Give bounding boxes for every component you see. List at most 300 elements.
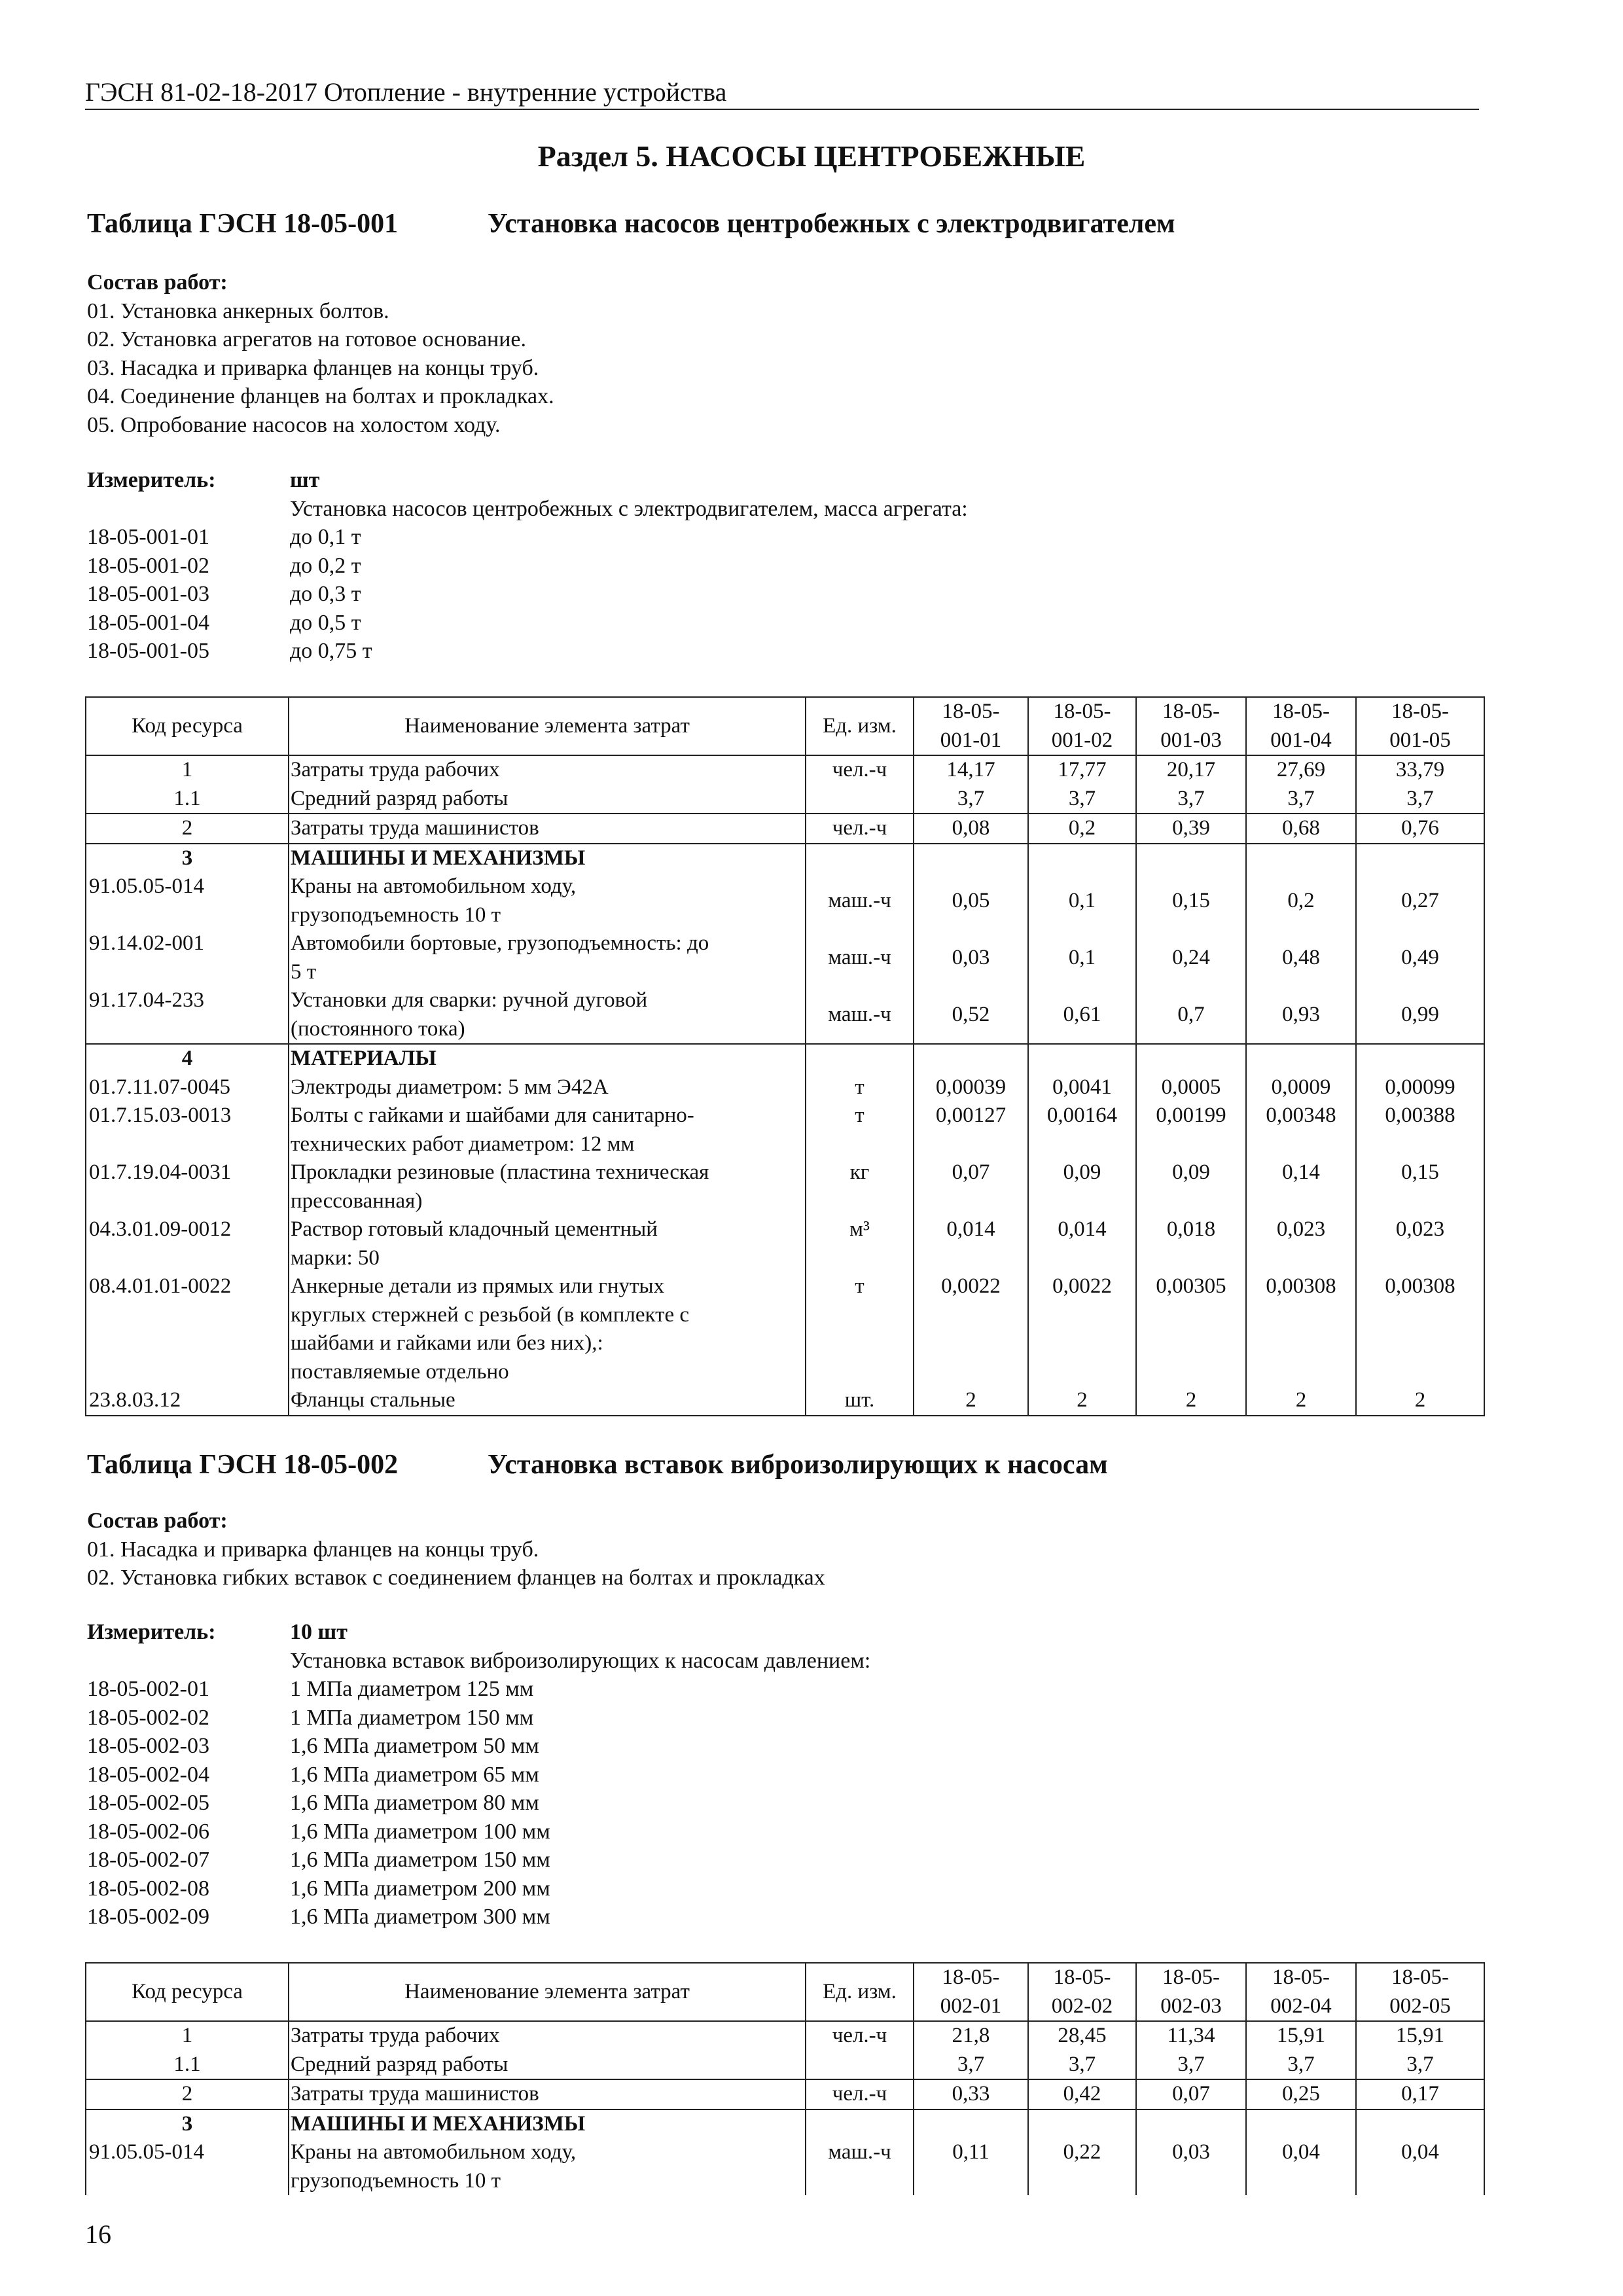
- norm-desc: до 0,5 т: [290, 610, 361, 635]
- norm-code: 18-05-002-04: [87, 1762, 209, 1787]
- resource-name-line: Краны на автомобильном ходу,: [291, 2140, 577, 2164]
- norm-desc: 1,6 МПа диаметром 100 мм: [290, 1819, 550, 1844]
- table1-code: Таблица ГЭСН 18-05-001: [87, 209, 399, 239]
- header-unit: Ед. изм.: [806, 1963, 914, 2021]
- header-norm-line: 18-05-: [1272, 1965, 1330, 1989]
- resource-name: [289, 2109, 806, 2139]
- resource-name-line: Фланцы стальные: [291, 1388, 455, 1412]
- norm-value: 0,61: [1028, 986, 1136, 1044]
- norm-value: 3,7: [1356, 785, 1484, 814]
- resource-name-line: прессованная): [291, 1189, 423, 1213]
- header-norm-line: 001-05: [1389, 728, 1451, 752]
- resource-name-line: Автомобили бортовые, грузоподъемность: до: [291, 931, 709, 955]
- norm-value: 3,7: [1028, 785, 1136, 814]
- norm-row: [87, 1732, 870, 1761]
- resource-code: 4: [86, 1044, 289, 1073]
- norm-code: 18-05-002-05: [87, 1791, 209, 1815]
- table2-name: Установка вставок виброизолирующих к насосам: [488, 1450, 1108, 1480]
- resource-code: 91.17.04-233: [86, 986, 289, 1044]
- resource-name-line: Установки для сварки: ручной дуговой: [291, 988, 648, 1012]
- running-head: ГЭСН 81-02-18-2017 Отопление - внутренние устройства: [85, 77, 1479, 110]
- norm-value: [1356, 844, 1484, 873]
- table-row: [86, 1044, 1484, 1073]
- norm-row: [87, 1675, 870, 1704]
- norm-desc: до 0,1 т: [290, 525, 361, 549]
- resource-name-line: Раствор готовый кладочный цементный: [291, 1217, 658, 1241]
- resource-unit: шт.: [806, 1386, 914, 1416]
- header-norm-line: 002-04: [1270, 1994, 1332, 2018]
- resource-code: 08.4.01.01-0022: [86, 1272, 289, 1386]
- norm-value: 0,1: [1028, 929, 1136, 986]
- resource-unit: чел.-ч: [806, 2079, 914, 2109]
- norm-desc: 1,6 МПа диаметром 200 мм: [290, 1876, 550, 1901]
- norm-value: [1136, 2109, 1246, 2139]
- norm-value: 0,0009: [1246, 1073, 1356, 1102]
- norm-value: 0,05: [914, 872, 1028, 929]
- resource-name-line: МАТЕРИАЛЫ: [291, 1047, 437, 1070]
- norm-code: 18-05-002-03: [87, 1734, 209, 1758]
- norm-value: 3,7: [1356, 2051, 1484, 2080]
- resource-unit: т: [806, 1102, 914, 1158]
- norm-desc: 1,6 МПа диаметром 80 мм: [290, 1791, 539, 1815]
- header-norm-line: 001-04: [1270, 728, 1332, 752]
- norm-value: 0,07: [1136, 2079, 1246, 2109]
- header-norm-line: 18-05-: [1053, 700, 1111, 723]
- resource-name-line: 5 т: [291, 960, 317, 984]
- table-row: [86, 929, 1484, 986]
- header-norm-line: 18-05-: [1391, 1965, 1449, 1989]
- table-row: [86, 1158, 1484, 1215]
- norm-value: 2: [1356, 1386, 1484, 1416]
- norm-code: 18-05-001-03: [87, 582, 209, 606]
- resource-name-line: круглых стержней с резьбой (в комплекте с: [291, 1302, 690, 1327]
- norm-value: 0,00099: [1356, 1073, 1484, 1102]
- resource-unit: маш.-ч: [806, 2138, 914, 2195]
- norm-code: 18-05-002-02: [87, 1705, 209, 1730]
- resource-unit: маш.-ч: [806, 872, 914, 929]
- resource-name: [289, 1073, 806, 1102]
- norm-row: [87, 523, 968, 552]
- resource-name-line: Средний разряд работы: [291, 2052, 508, 2076]
- norm-row: [87, 1874, 870, 1903]
- header-name: Наименование элемента затрат: [289, 1963, 806, 2021]
- norm-value: 3,7: [1246, 785, 1356, 814]
- work-item: 02. Установка гибких вставок с соединением фланцев на болтах и прокладках: [87, 1566, 825, 1590]
- resource-name-line: поставляемые отдельно: [291, 1359, 509, 1384]
- norm-desc: 1 МПа диаметром 150 мм: [290, 1705, 534, 1730]
- norm-value: 0,15: [1356, 1158, 1484, 1215]
- norm-value: 0,08: [914, 814, 1028, 844]
- norm-desc: 1,6 МПа диаметром 150 мм: [290, 1848, 550, 1872]
- norm-row: [87, 1818, 870, 1846]
- norm-value: 0,023: [1246, 1215, 1356, 1272]
- norm-value: 0,04: [1246, 2138, 1356, 2195]
- norm-value: 27,69: [1246, 755, 1356, 785]
- norm-value: [1246, 2109, 1356, 2139]
- norm-value: 0,00308: [1356, 1272, 1484, 1386]
- norm-value: 2: [1246, 1386, 1356, 1416]
- resource-name: [289, 872, 806, 929]
- norm-value: 0,1: [1028, 872, 1136, 929]
- norm-value: 0,76: [1356, 814, 1484, 844]
- resource-name-line: Затраты труда машинистов: [291, 2082, 539, 2106]
- header-norm-column: [1246, 1963, 1356, 2021]
- norm-value: 0,0022: [914, 1272, 1028, 1386]
- resource-name: [289, 929, 806, 986]
- table1-resources: [85, 696, 1485, 1416]
- resource-name-line: грузоподъемность 10 т: [291, 903, 501, 927]
- norm-value: 0,24: [1136, 929, 1246, 986]
- norm-value: [914, 2109, 1028, 2139]
- table-row: [86, 844, 1484, 873]
- header-norm-column: [1246, 697, 1356, 755]
- norm-value: 0,33: [914, 2079, 1028, 2109]
- resource-name-line: Затраты труда рабочих: [291, 2024, 500, 2047]
- table2-code: Таблица ГЭСН 18-05-002: [87, 1450, 399, 1480]
- resource-name-line: Электроды диаметром: 5 мм Э42А: [291, 1075, 609, 1099]
- norm-row: [87, 637, 968, 666]
- norm-value: 3,7: [914, 785, 1028, 814]
- norm-value: 0,2: [1028, 814, 1136, 844]
- table-row: [86, 2021, 1484, 2051]
- norm-value: 20,17: [1136, 755, 1246, 785]
- norm-value: 0,25: [1246, 2079, 1356, 2109]
- norm-desc: до 0,75 т: [290, 639, 372, 663]
- norm-code: 18-05-002-01: [87, 1677, 209, 1701]
- norm-value: 0,04: [1356, 2138, 1484, 2195]
- norm-code: 18-05-002-06: [87, 1819, 209, 1844]
- resource-code: 23.8.03.12: [86, 1386, 289, 1416]
- measure-label: Измеритель:: [87, 468, 216, 492]
- header-norm-column: [1356, 1963, 1484, 2021]
- norm-desc: 1,6 МПа диаметром 300 мм: [290, 1905, 550, 1929]
- norm-value: 0,49: [1356, 929, 1484, 986]
- norm-code: 18-05-001-04: [87, 610, 209, 635]
- measure-desc: Установка вставок виброизолирующих к насосам давлением:: [290, 1648, 871, 1673]
- norm-value: [1028, 1044, 1136, 1073]
- measure-unit: 10 шт: [290, 1620, 348, 1644]
- resource-name-line: (постоянного тока): [291, 1016, 465, 1041]
- table-row: [86, 2079, 1484, 2109]
- header-norm-line: 18-05-: [942, 700, 1000, 723]
- norm-value: 0,00348: [1246, 1102, 1356, 1158]
- resource-name: [289, 785, 806, 814]
- resource-code: 1.1: [86, 785, 289, 814]
- norm-value: 0,00308: [1246, 1272, 1356, 1386]
- norm-value: 15,91: [1246, 2021, 1356, 2051]
- resource-name: [289, 2138, 806, 2195]
- resource-name-line: технических работ диаметром: 12 мм: [291, 1132, 635, 1156]
- measure-unit: шт: [290, 468, 320, 492]
- norm-value: 17,77: [1028, 755, 1136, 785]
- norm-row: [87, 609, 968, 637]
- norm-code: 18-05-002-09: [87, 1905, 209, 1929]
- resource-name-line: Краны на автомобильном ходу,: [291, 874, 577, 898]
- norm-value: 21,8: [914, 2021, 1028, 2051]
- resource-name-line: Анкерные детали из прямых или гнутых: [291, 1274, 665, 1298]
- header-norm-column: [914, 697, 1028, 755]
- resource-name-line: Болты с гайками и шайбами для санитарно-: [291, 1103, 694, 1127]
- norm-desc: 1,6 МПа диаметром 65 мм: [290, 1762, 539, 1787]
- work-item: 03. Насадка и приварка фланцев на концы труб.: [87, 355, 539, 380]
- resource-name-line: марки: 50: [291, 1246, 380, 1270]
- table-row: [86, 1073, 1484, 1102]
- resource-code: 01.7.15.03-0013: [86, 1102, 289, 1158]
- header-norm-column: [1136, 697, 1246, 755]
- header-norm-line: 18-05-: [1272, 700, 1330, 723]
- norm-value: 0,7: [1136, 986, 1246, 1044]
- resource-name-line: МАШИНЫ И МЕХАНИЗМЫ: [291, 846, 586, 870]
- norm-value: 3,7: [914, 2051, 1028, 2080]
- norm-value: 2: [1136, 1386, 1246, 1416]
- header-norm-line: 18-05-: [1162, 1965, 1220, 1989]
- norm-code: 18-05-001-02: [87, 553, 209, 578]
- norm-value: 0,0022: [1028, 1272, 1136, 1386]
- norm-value: 0,22: [1028, 2138, 1136, 2195]
- norm-value: 0,99: [1356, 986, 1484, 1044]
- resource-code: 1: [86, 755, 289, 785]
- resource-unit: [806, 2109, 914, 2139]
- header-code: Код ресурса: [86, 1963, 289, 2021]
- norm-value: 3,7: [1028, 2051, 1136, 2080]
- table-row: [86, 785, 1484, 814]
- header-norm-line: 001-02: [1051, 728, 1113, 752]
- header-code: Код ресурса: [86, 697, 289, 755]
- resource-name-line: грузоподъемность 10 т: [291, 2168, 501, 2193]
- resource-unit: маш.-ч: [806, 986, 914, 1044]
- measure-label: Измеритель:: [87, 1620, 216, 1644]
- table-row: [86, 1215, 1484, 1272]
- resource-name: [289, 1272, 806, 1386]
- norm-value: 11,34: [1136, 2021, 1246, 2051]
- norm-value: 14,17: [914, 755, 1028, 785]
- resource-name: [289, 1386, 806, 1416]
- header-norm-line: 002-02: [1051, 1994, 1113, 2018]
- norm-value: 28,45: [1028, 2021, 1136, 2051]
- resource-name-line: МАШИНЫ И МЕХАНИЗМЫ: [291, 2111, 586, 2136]
- header-norm-line: 002-01: [940, 1994, 1002, 2018]
- norm-value: 0,018: [1136, 1215, 1246, 1272]
- header-unit: Ед. изм.: [806, 697, 914, 755]
- table-row: [86, 2051, 1484, 2080]
- header-norm-column: [1028, 1963, 1136, 2021]
- norm-desc: до 0,2 т: [290, 553, 361, 578]
- header-norm-line: 001-01: [940, 728, 1002, 752]
- work-header: Состав работ:: [87, 270, 228, 295]
- resource-code: 1: [86, 2021, 289, 2051]
- norm-value: 0,93: [1246, 986, 1356, 1044]
- norm-value: 3,7: [1136, 785, 1246, 814]
- resource-code: 01.7.19.04-0031: [86, 1158, 289, 1215]
- norm-value: 2: [914, 1386, 1028, 1416]
- resource-unit: т: [806, 1073, 914, 1102]
- norm-value: 0,68: [1246, 814, 1356, 844]
- resource-name: [289, 986, 806, 1044]
- norm-value: 0,03: [914, 929, 1028, 986]
- resource-unit: кг: [806, 1158, 914, 1215]
- table1-title: [87, 208, 1175, 240]
- resource-unit: маш.-ч: [806, 929, 914, 986]
- work-item: 01. Насадка и приварка фланцев на концы труб.: [87, 1537, 539, 1562]
- work-header: Состав работ:: [87, 1509, 228, 1533]
- resource-code: 01.7.11.07-0045: [86, 1073, 289, 1102]
- header-norm-line: 18-05-: [1391, 700, 1449, 723]
- work-item: 02. Установка агрегатов на готовое основание.: [87, 327, 527, 351]
- resource-name: [289, 2021, 806, 2051]
- resource-unit: чел.-ч: [806, 814, 914, 844]
- table1-name: Установка насосов центробежных с электродвигателем: [488, 209, 1175, 239]
- resource-name-line: Средний разряд работы: [291, 786, 508, 810]
- resource-name: [289, 2051, 806, 2080]
- resource-unit: [806, 2051, 914, 2080]
- resource-name: [289, 1158, 806, 1215]
- table-row: [86, 2109, 1484, 2139]
- norm-row: [87, 580, 968, 609]
- header-norm-line: 002-03: [1160, 1994, 1222, 2018]
- table-row: [86, 1386, 1484, 1416]
- norm-value: 0,014: [1028, 1215, 1136, 1272]
- norm-value: 0,07: [914, 1158, 1028, 1215]
- norm-value: 0,48: [1246, 929, 1356, 986]
- table2-measure: [87, 1618, 870, 1931]
- header-norm-line: 001-03: [1160, 728, 1222, 752]
- norm-value: 0,27: [1356, 872, 1484, 929]
- table-row: [86, 814, 1484, 844]
- header-norm-column: [1028, 697, 1136, 755]
- norm-value: 0,014: [914, 1215, 1028, 1272]
- norm-desc: до 0,3 т: [290, 582, 361, 606]
- resource-name: [289, 1215, 806, 1272]
- norm-value: 0,52: [914, 986, 1028, 1044]
- norm-value: 15,91: [1356, 2021, 1484, 2051]
- table-row: [86, 986, 1484, 1044]
- norm-value: 0,17: [1356, 2079, 1484, 2109]
- norm-value: 3,7: [1246, 2051, 1356, 2080]
- norm-value: [914, 844, 1028, 873]
- resource-name: [289, 844, 806, 873]
- resource-name: [289, 814, 806, 844]
- norm-desc: 1 МПа диаметром 125 мм: [290, 1677, 534, 1701]
- resource-code: 3: [86, 844, 289, 873]
- resource-name-line: Затраты труда машинистов: [291, 816, 539, 840]
- table1-measure: [87, 466, 968, 666]
- resource-name-line: Затраты труда рабочих: [291, 758, 500, 781]
- table-row: [86, 755, 1484, 785]
- work-item: 05. Опробование насосов на холостом ходу.: [87, 412, 501, 437]
- resource-unit: чел.-ч: [806, 755, 914, 785]
- page-number: 16: [85, 2219, 111, 2249]
- resource-unit: [806, 1044, 914, 1073]
- norm-value: [1246, 844, 1356, 873]
- norm-code: 18-05-001-01: [87, 525, 209, 549]
- table2-resources: [85, 1962, 1485, 2195]
- resource-code: 91.14.02-001: [86, 929, 289, 986]
- resource-code: 04.3.01.09-0012: [86, 1215, 289, 1272]
- norm-value: 33,79: [1356, 755, 1484, 785]
- resource-unit: м³: [806, 1215, 914, 1272]
- resource-unit: т: [806, 1272, 914, 1386]
- norm-value: 0,09: [1136, 1158, 1246, 1215]
- norm-value: [1136, 1044, 1246, 1073]
- norm-value: 0,00164: [1028, 1102, 1136, 1158]
- header-norm-column: [1136, 1963, 1246, 2021]
- norm-value: [1356, 1044, 1484, 1073]
- norm-value: 0,42: [1028, 2079, 1136, 2109]
- table-row: [86, 1102, 1484, 1158]
- norm-value: 0,00199: [1136, 1102, 1246, 1158]
- resource-name: [289, 1044, 806, 1073]
- header-norm-column: [914, 1963, 1028, 2021]
- header-norm-column: [1356, 697, 1484, 755]
- norm-value: 0,00039: [914, 1073, 1028, 1102]
- norm-row: [87, 1789, 870, 1818]
- norm-value: [1136, 844, 1246, 873]
- norm-value: 0,00305: [1136, 1272, 1246, 1386]
- norm-value: 0,11: [914, 2138, 1028, 2195]
- header-norm-line: 18-05-: [1053, 1965, 1111, 1989]
- header-norm-line: 002-05: [1389, 1994, 1451, 2018]
- section-title: Раздел 5. НАСОСЫ ЦЕНТРОБЕЖНЫЕ: [537, 139, 1086, 173]
- norm-value: [914, 1044, 1028, 1073]
- norm-row: [87, 1761, 870, 1789]
- resource-name-line: шайбами и гайками или без них),:: [291, 1331, 603, 1355]
- norm-value: 0,03: [1136, 2138, 1246, 2195]
- norm-row: [87, 552, 968, 581]
- norm-desc: 1,6 МПа диаметром 50 мм: [290, 1734, 539, 1758]
- resource-name-line: Прокладки резиновые (пластина техническая: [291, 1160, 709, 1184]
- norm-value: 3,7: [1136, 2051, 1246, 2080]
- table1-work-list: [87, 268, 554, 439]
- table2-work-list: [87, 1507, 825, 1592]
- resource-unit: [806, 844, 914, 873]
- norm-value: 0,0041: [1028, 1073, 1136, 1102]
- norm-value: 0,2: [1246, 872, 1356, 929]
- table-row: [86, 2138, 1484, 2195]
- resource-code: 91.05.05-014: [86, 2138, 289, 2195]
- norm-value: [1028, 844, 1136, 873]
- work-item: 01. Установка анкерных болтов.: [87, 298, 389, 323]
- norm-row: [87, 1846, 870, 1874]
- resource-unit: чел.-ч: [806, 2021, 914, 2051]
- norm-code: 18-05-002-08: [87, 1876, 209, 1901]
- norm-value: [1246, 1044, 1356, 1073]
- norm-value: 0,09: [1028, 1158, 1136, 1215]
- norm-value: [1028, 2109, 1136, 2139]
- norm-value: 0,00388: [1356, 1102, 1484, 1158]
- resource-code: 2: [86, 814, 289, 844]
- resource-unit: [806, 785, 914, 814]
- norm-row: [87, 1704, 870, 1732]
- table2-title: [87, 1449, 1108, 1480]
- resource-name: [289, 2079, 806, 2109]
- norm-value: 2: [1028, 1386, 1136, 1416]
- measure-desc: Установка насосов центробежных с электродвигателем, масса агрегата:: [290, 496, 968, 521]
- norm-code: 18-05-001-05: [87, 639, 209, 663]
- resource-code: 1.1: [86, 2051, 289, 2080]
- norm-value: 0,00127: [914, 1102, 1028, 1158]
- norm-value: 0,0005: [1136, 1073, 1246, 1102]
- table-row: [86, 1272, 1484, 1386]
- resource-code: 2: [86, 2079, 289, 2109]
- norm-row: [87, 1903, 870, 1931]
- resource-code: 3: [86, 2109, 289, 2139]
- norm-value: 0,023: [1356, 1215, 1484, 1272]
- header-norm-line: 18-05-: [942, 1965, 1000, 1989]
- resource-name: [289, 755, 806, 785]
- table-row: [86, 872, 1484, 929]
- norm-code: 18-05-002-07: [87, 1848, 209, 1872]
- resource-name: [289, 1102, 806, 1158]
